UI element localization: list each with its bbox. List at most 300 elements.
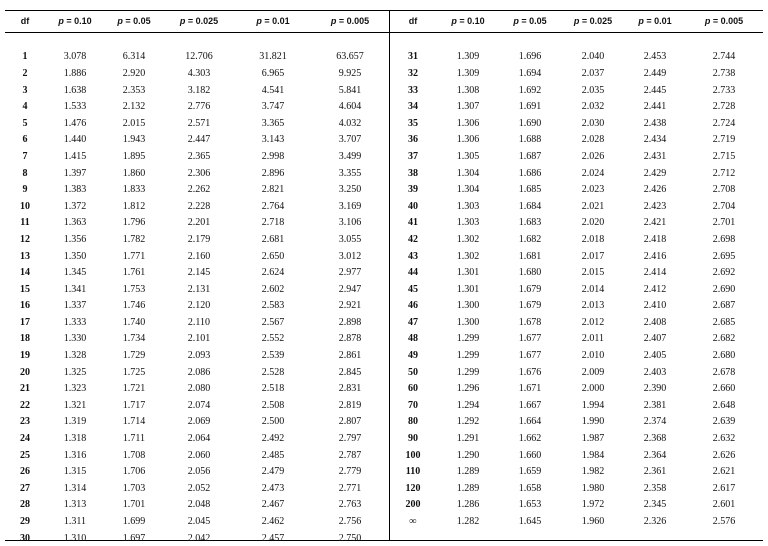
value-cell: 1.662 [518,433,542,445]
value-cell: 3.365 [261,117,285,129]
value-cell: 2.744 [712,51,736,63]
value-cell: 2.326 [643,516,667,528]
value-cell: 1.299 [456,350,480,362]
value-cell: 1.289 [456,482,480,494]
df-cell: 24 [20,433,30,445]
value-cell: 2.738 [712,67,736,79]
table-row [5,347,389,364]
column-header [5,10,45,32]
header-text: = 0.10 [63,16,92,26]
table-row [5,298,389,315]
value-cell: 6.965 [261,67,285,79]
value-cell: 2.708 [712,184,736,196]
value-cell: 2.601 [712,499,736,511]
table-row [5,414,389,431]
value-cell: 1.686 [518,167,542,179]
value-cell: 1.696 [518,51,542,63]
value-cell: 1.440 [63,134,87,146]
value-cell: 1.318 [63,433,87,445]
value-cell: 9.925 [338,67,362,79]
header-text: = 0.025 [185,16,219,26]
df-cell: 43 [408,250,418,262]
column-header [389,10,437,32]
spacer-cell [5,32,389,49]
header-symbol: p [704,16,711,26]
df-cell: 12 [20,233,30,245]
value-cell: 1.291 [456,433,480,445]
table-row [389,480,763,497]
table-row [389,49,763,66]
value-cell: 2.000 [581,383,605,395]
value-cell: 2.426 [643,184,667,196]
header-symbol: p [330,16,337,26]
value-cell: 2.467 [261,499,285,511]
table-row [389,248,763,265]
value-cell: 2.434 [643,134,667,146]
value-cell: 1.397 [63,167,87,179]
value-cell: 1.987 [581,433,605,445]
value-cell: 2.431 [643,150,667,162]
header-symbol: p [638,16,644,26]
value-cell: 1.729 [122,350,146,362]
value-cell: 1.372 [63,200,87,212]
value-cell: 1.680 [518,267,542,279]
df-cell: 34 [408,101,418,113]
value-cell: 2.069 [187,416,211,428]
table-row [389,98,763,115]
value-cell: 2.947 [338,283,362,295]
value-cell: 2.013 [581,300,605,312]
value-cell: 1.688 [518,134,542,146]
value-cell: 2.110 [187,316,211,328]
value-cell: 2.650 [261,250,285,262]
value-cell: 1.304 [456,167,480,179]
value-cell: 1.761 [122,267,146,279]
table-row [389,148,763,165]
value-cell: 2.750 [338,532,362,544]
value-cell: 2.682 [712,333,736,345]
df-cell: 9 [22,184,28,196]
value-cell: 1.341 [63,283,87,295]
value-cell: 1.990 [581,416,605,428]
value-cell: 2.358 [643,482,667,494]
value-cell: 1.300 [456,300,480,312]
header-text: = 0.01 [643,16,672,26]
value-cell: 1.678 [518,316,542,328]
value-cell: 2.977 [338,267,362,279]
table-row [5,314,389,331]
df-cell: 13 [20,250,30,262]
value-cell: 1.658 [518,482,542,494]
df-cell: 17 [20,316,30,328]
value-cell: 2.571 [187,117,211,129]
df-cell: 38 [408,167,418,179]
value-cell: 2.626 [712,449,736,461]
table-row [5,181,389,198]
df-cell: 2 [22,67,28,79]
value-cell: 3.055 [338,233,362,245]
df-cell: ∞ [409,516,417,528]
df-cell: 7 [22,150,28,162]
value-cell: 1.703 [122,482,146,494]
value-cell: 2.878 [338,333,362,345]
value-cell: 1.307 [456,101,480,113]
value-cell: 1.833 [122,184,146,196]
header-symbol: p [451,16,457,26]
df-cell: 44 [408,267,418,279]
value-cell: 1.289 [456,466,480,478]
table-row [389,463,763,480]
value-cell: 1.304 [456,184,480,196]
value-cell: 1.679 [518,283,542,295]
value-cell: 2.009 [581,366,605,378]
value-cell: 2.632 [712,433,736,445]
value-cell: 1.685 [518,184,542,196]
value-cell: 2.368 [643,433,667,445]
value-cell: 1.653 [518,499,542,511]
value-cell: 2.052 [187,482,211,494]
value-cell: 1.308 [456,84,480,96]
value-cell: 2.701 [712,217,736,229]
value-cell: 1.667 [518,399,542,411]
spacer-row [389,32,763,49]
column-header [685,10,763,32]
value-cell: 2.898 [338,316,362,328]
value-cell: 2.017 [581,250,605,262]
value-cell: 1.690 [518,117,542,129]
value-cell: 2.567 [261,316,285,328]
header-text: = 0.05 [518,16,547,26]
value-cell: 2.621 [712,466,736,478]
value-cell: 2.624 [261,267,285,279]
value-cell: 2.145 [187,267,211,279]
column-header [437,10,499,32]
df-cell: 26 [20,466,30,478]
value-cell: 1.476 [63,117,87,129]
value-cell: 2.423 [643,200,667,212]
table-row [5,264,389,281]
df-cell: 46 [408,300,418,312]
df-cell: 3 [22,84,28,96]
column-header [561,10,625,32]
value-cell: 1.725 [122,366,146,378]
df-cell: 110 [405,466,421,478]
df-cell: 27 [20,482,30,494]
value-cell: 1.721 [122,383,146,395]
table-row [5,463,389,480]
header-text: = 0.005 [710,16,744,26]
value-cell: 2.438 [643,117,667,129]
header-text: = 0.005 [336,16,370,26]
header-text: df [408,16,418,26]
table-row [5,165,389,182]
value-cell: 2.374 [643,416,667,428]
value-cell: 1.305 [456,150,480,162]
value-cell: 1.309 [456,51,480,63]
table-row [389,281,763,298]
value-cell: 2.704 [712,200,736,212]
value-cell: 2.687 [712,300,736,312]
value-cell: 2.040 [581,51,605,63]
value-cell: 5.841 [338,84,362,96]
value-cell: 1.664 [518,416,542,428]
table-row [5,65,389,82]
value-cell: 2.678 [712,366,736,378]
header-text: df [20,16,30,26]
left-table-panel [5,10,389,546]
table-row [389,380,763,397]
value-cell: 2.023 [581,184,605,196]
value-cell: 1.330 [63,333,87,345]
value-cell: 1.796 [122,217,146,229]
value-cell: 1.311 [63,516,87,528]
value-cell: 1.812 [122,200,146,212]
value-cell: 2.416 [643,250,667,262]
value-cell: 1.943 [122,134,146,146]
value-cell: 2.132 [122,101,146,113]
value-cell: 2.617 [712,482,736,494]
value-cell: 2.508 [261,399,285,411]
header-symbol: p [117,16,123,26]
table-row [389,198,763,215]
value-cell: 2.485 [261,449,285,461]
df-cell: 14 [20,267,30,279]
value-cell: 3.078 [63,51,87,63]
value-cell: 2.407 [643,333,667,345]
value-cell: 2.807 [338,416,362,428]
header-symbol: p [179,16,186,26]
column-header [235,10,311,32]
value-cell: 2.681 [261,233,285,245]
left-table-body [5,32,389,546]
value-cell: 1.333 [63,316,87,328]
df-cell: 10 [20,200,30,212]
df-cell: 47 [408,316,418,328]
value-cell: 2.462 [261,516,285,528]
df-cell: 8 [22,167,28,179]
value-cell: 12.706 [185,51,213,63]
value-cell: 1.356 [63,233,87,245]
value-cell: 2.920 [122,67,146,79]
table-row [5,380,389,397]
table-row [5,281,389,298]
value-cell: 2.412 [643,283,667,295]
value-cell: 3.143 [261,134,285,146]
value-cell: 2.771 [338,482,362,494]
value-cell: 1.717 [122,399,146,411]
value-cell: 2.364 [643,449,667,461]
header-symbol: p [513,16,519,26]
value-cell: 2.035 [581,84,605,96]
right-table-body [389,32,763,530]
value-cell: 2.831 [338,383,362,395]
value-cell: 2.262 [187,184,211,196]
value-cell: 3.182 [187,84,211,96]
value-cell: 2.080 [187,383,211,395]
value-cell: 2.449 [643,67,667,79]
value-cell: 2.447 [187,134,211,146]
value-cell: 2.998 [261,150,285,162]
value-cell: 2.719 [712,134,736,146]
value-cell: 2.819 [338,399,362,411]
value-cell: 1.659 [518,466,542,478]
value-cell: 2.680 [712,350,736,362]
value-cell: 1.711 [122,433,146,445]
value-cell: 2.698 [712,233,736,245]
value-cell: 2.056 [187,466,211,478]
df-cell: 29 [20,516,30,528]
value-cell: 2.695 [712,250,736,262]
header-symbol: p [573,16,580,26]
table-row [389,264,763,281]
value-cell: 2.306 [187,167,211,179]
value-cell: 1.972 [581,499,605,511]
value-cell: 2.086 [187,366,211,378]
df-cell: 28 [20,499,30,511]
value-cell: 2.381 [643,399,667,411]
value-cell: 1.300 [456,316,480,328]
value-cell: 2.718 [261,217,285,229]
column-header [625,10,685,32]
value-cell: 2.365 [187,150,211,162]
value-cell: 2.764 [261,200,285,212]
value-cell: 2.500 [261,416,285,428]
value-cell: 1.415 [63,150,87,162]
value-cell: 4.032 [338,117,362,129]
value-cell: 2.101 [187,333,211,345]
value-cell: 2.479 [261,466,285,478]
table-row [5,248,389,265]
value-cell: 2.032 [581,101,605,113]
value-cell: 2.074 [187,399,211,411]
value-cell: 2.728 [712,101,736,113]
value-cell: 1.984 [581,449,605,461]
value-cell: 2.015 [581,267,605,279]
value-cell: 1.697 [122,532,146,544]
value-cell: 2.445 [643,84,667,96]
value-cell: 3.106 [338,217,362,229]
value-cell: 2.403 [643,366,667,378]
table-row [5,397,389,414]
value-cell: 2.048 [187,499,211,511]
value-cell: 1.325 [63,366,87,378]
value-cell: 1.699 [122,516,146,528]
table-row [389,447,763,464]
value-cell: 2.685 [712,316,736,328]
df-cell: 70 [408,399,418,411]
table-row [5,480,389,497]
value-cell: 1.323 [63,383,87,395]
value-cell: 2.776 [187,101,211,113]
column-header [105,10,163,32]
value-cell: 1.638 [63,84,87,96]
value-cell: 2.012 [581,316,605,328]
value-cell: 2.390 [643,383,667,395]
value-cell: 1.282 [456,516,480,528]
value-cell: 1.895 [122,150,146,162]
df-cell: 15 [20,283,30,295]
df-cell: 21 [20,383,30,395]
value-cell: 3.250 [338,184,362,196]
value-cell: 1.292 [456,416,480,428]
value-cell: 1.676 [518,366,542,378]
table-row [389,513,763,530]
value-cell: 1.645 [518,516,542,528]
value-cell: 1.994 [581,399,605,411]
value-cell: 1.319 [63,416,87,428]
table-row [389,364,763,381]
value-cell: 1.316 [63,449,87,461]
header-text: = 0.10 [456,16,485,26]
value-cell: 2.021 [581,200,605,212]
value-cell: 1.315 [63,466,87,478]
value-cell: 6.314 [122,51,146,63]
df-cell: 32 [408,67,418,79]
value-cell: 2.131 [187,283,211,295]
value-cell: 1.708 [122,449,146,461]
value-cell: 2.405 [643,350,667,362]
df-cell: 18 [20,333,30,345]
value-cell: 3.012 [338,250,362,262]
value-cell: 2.921 [338,300,362,312]
df-cell: 33 [408,84,418,96]
value-cell: 2.473 [261,482,285,494]
table-row [389,82,763,99]
table-row [5,132,389,149]
df-cell: 200 [405,499,421,511]
df-cell: 16 [20,300,30,312]
right-table-header [389,10,763,32]
value-cell: 2.201 [187,217,211,229]
header-symbol: p [58,16,64,26]
table-row [5,513,389,530]
value-cell: 2.648 [712,399,736,411]
right-table-panel [389,10,763,530]
value-cell: 2.724 [712,117,736,129]
value-cell: 1.960 [581,516,605,528]
value-cell: 1.345 [63,267,87,279]
value-cell: 2.064 [187,433,211,445]
df-cell: 31 [408,51,418,63]
value-cell: 2.896 [261,167,285,179]
value-cell: 4.604 [338,101,362,113]
value-cell: 1.982 [581,466,605,478]
right-table [389,10,763,530]
value-cell: 2.345 [643,499,667,511]
value-cell: 2.821 [261,184,285,196]
column-header [311,10,389,32]
value-cell: 2.020 [581,217,605,229]
value-cell: 1.677 [518,333,542,345]
value-cell: 4.541 [261,84,285,96]
table-row [389,397,763,414]
value-cell: 1.671 [518,383,542,395]
value-cell: 2.408 [643,316,667,328]
value-cell: 4.303 [187,67,211,79]
table-row [5,231,389,248]
df-cell: 36 [408,134,418,146]
table-row [389,215,763,232]
value-cell: 1.301 [456,283,480,295]
df-cell: 20 [20,366,30,378]
table-row [5,331,389,348]
value-cell: 1.753 [122,283,146,295]
table-row [389,430,763,447]
value-cell: 2.441 [643,101,667,113]
value-cell: 1.383 [63,184,87,196]
value-cell: 1.286 [456,499,480,511]
value-cell: 2.120 [187,300,211,312]
